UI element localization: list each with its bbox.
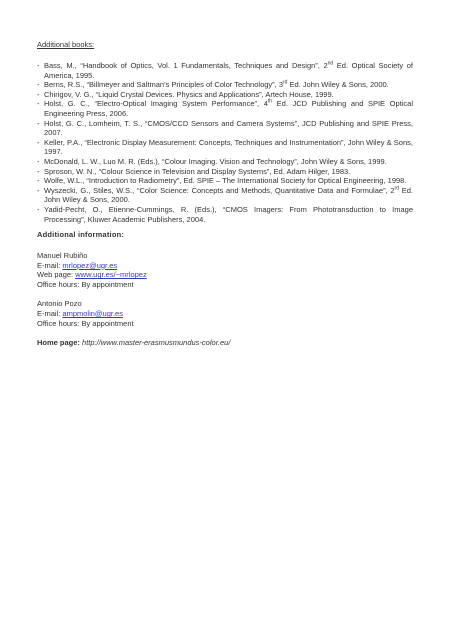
book-item: - Holst, G. C., “Electro-Optical Imaging System Performance”, 4th Ed. JCD Publishing and SPIE Optical Engineering Press, 2006. (37, 99, 413, 118)
book-item: - Yadid-Pecht, O., Etienne-Cummings, R. (Eds.), “CMOS Imagers: From Phototransduction to Image Processing”, Kluwer Academic Publishers, 2004. (37, 205, 413, 224)
additional-information-heading: Additional information: (37, 230, 125, 240)
email-line: E-mail: mrlopez@ugr.es (37, 260, 118, 270)
web-link[interactable]: www.ugr.es/~mrlopez (75, 270, 147, 280)
home-page-url[interactable]: http://www.master-erasmusmundus-color.eu/ (82, 338, 231, 348)
office-hours: Office hours: By appointment (37, 318, 134, 328)
home-page-line (37, 338, 413, 347)
book-item: - McDonald, L. W., Luo M. R. (Eds.), “Colour Imaging. Vision and Technology”, John Wiley & Sons, 1999. (37, 157, 413, 167)
home-page-label: Home page: (37, 338, 80, 348)
book-list (37, 61, 413, 224)
additional-books-label: Additional books: (37, 40, 95, 49)
book-item: - Keller, P.A., “Electronic Display Measurement: Concepts, Techniques and Instrumentation”, John Wiley & Sons, 1997. (37, 138, 413, 157)
book-item: - Sproson, W. N., “Colour Science in Television and Display Systems”, Ed. Adam Hilger, 1983. (37, 167, 413, 177)
contact-name: Antonio Pozo (37, 299, 82, 309)
book-item: - Holst, G. C., Lomheim, T. S., “CMOS/CCD Sensors and Camera Systems”, JCD Publishing and SPIE Press, 2007. (37, 119, 413, 138)
office-hours: Office hours: By appointment (37, 279, 134, 289)
contact-block (37, 251, 413, 289)
contact-block (37, 299, 413, 328)
contact-name: Manuel Rubiño (37, 251, 88, 261)
book-item: - Bass, M., “Handbook of Optics, Vol. 1 Fundamentals, Techniques and Design”, 2nd Ed. Optical Society of America, 1995. (37, 61, 413, 80)
email-link[interactable]: mrlopez@ugr.es (62, 260, 118, 270)
email-link[interactable]: ampmolin@ugr.es (62, 309, 123, 319)
book-item: - Wolfe, W.L., “Introduction to Radiometry”, Ed. SPIE – The International Society for Optical Engineering, 1998. (37, 176, 413, 186)
book-item: - Chirigov, V. G., “Liquid Crystal Devices. Physics and Applications”, Artech House, 1999. (37, 90, 413, 100)
email-line: E-mail: ampmolin@ugr.es (37, 309, 123, 319)
web-line: Web page: www.ugr.es/~mrlopez (37, 270, 147, 280)
book-item: - Berns, R.S., “Billmeyer and Saltman’s Principles of Color Technology”, 3rd Ed. John Wiley & Sons, 2000. (37, 80, 413, 90)
book-item: - Wyszecki, G., Stiles, W.S., “Color Science: Concepts and Methods, Quantitative Data and Formulae”, 2rd Ed. John Wiley & Sons, 2000. (37, 186, 413, 205)
